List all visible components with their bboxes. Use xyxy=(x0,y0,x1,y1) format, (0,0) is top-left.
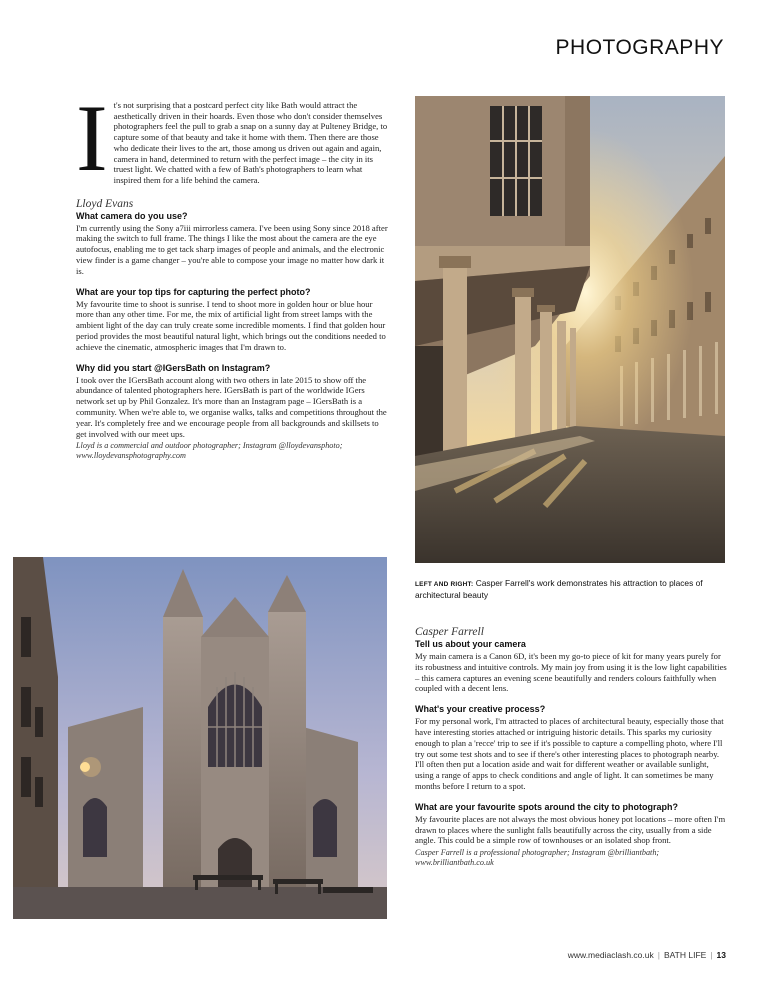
question-heading: What's your creative process? xyxy=(415,704,546,715)
colonnade-illustration xyxy=(415,96,725,563)
question-heading: What are your top tips for capturing the perfect photo? xyxy=(76,286,311,297)
answer-paragraph: For my personal work, I'm attracted to places of architectural beauty, especially those that have interesting stories attached or intriguing historic details. This sparks my curiosity enough to plan a 'recce' trip to see if it's possible to capture a compelling photo, where I'll try out some test shots and to see if there's other interesting places to photograph nearby. I'll often then put a location aside and wait for different weather or available sunlight, using a range of apps to check conditions and angle of light. It can sometimes be many months before I return to a spot. xyxy=(415,716,724,791)
footer-separator: | xyxy=(710,950,713,960)
intro-paragraph xyxy=(76,85,388,191)
drop-cap: I xyxy=(76,85,108,191)
colonnade-photo xyxy=(415,96,725,563)
question-heading: Why did you start @IGersBath on Instagram? xyxy=(76,362,271,373)
footer-magazine: BATH LIFE xyxy=(663,950,707,960)
question-heading: What are your favourite spots around the city to photograph? xyxy=(415,801,679,812)
answer-paragraph: My favourite time to shoot is sunrise. I tend to shoot more in golden hour or blue hour more than any other time. For me, the mix of artificial light from street lamps with the ambient light of the day can truly create some incredible moments. I find that golden hour period provides the most beautiful natural light, which brings out the conditions needed to achieve the cinematic, atmospheric images that I'm drawn to. xyxy=(76,298,386,352)
answer-paragraph: I'm currently using the Sony a7iii mirrorless camera. I've been using Sony since 2018 after making the switch to full frame. The things I like the most about the camera are the eye autofocus, enabling me to get tack sharp images of people and animals, and the electronic view finder is a game changer – you're able to compose your image no matter how dark it is. xyxy=(76,222,388,276)
answer-paragraph: I took over the IGersBath account along with two others in late 2015 to show off the abundance of talented photographers here. IGersBath is part of the worldwide IGers network set up by Phil Gonzalez. It's more than an Instagram page – IGersBath is a community. When we're able to, we organise walks, talks and competitions throughout the year. It's completely free and we encourage people from all backgrounds and skillsets to get involved with our meet ups. xyxy=(76,374,387,439)
question-heading: What camera do you use? xyxy=(76,210,188,221)
figure-caption xyxy=(415,578,715,601)
photographer-bio-casper: Casper Farrell is a professional photographer; Instagram @brilliantbath; www.brilliantbath.co.uk xyxy=(415,848,660,868)
right-column xyxy=(415,626,727,868)
answer-paragraph: My main camera is a Canon 6D, it's been my go-to piece of kit for many years purely for its robustness and intuitive controls. My main joy from using it is the low light capabilities – this camera captures an evening scene beautifully and renders colours faithfully when coupled with a decent lens. xyxy=(415,651,727,694)
photographer-name-casper: Casper Farrell xyxy=(415,626,484,638)
section-title: PHOTOGRAPHY xyxy=(555,36,724,59)
footer-separator: | xyxy=(657,950,660,960)
page-number: 13 xyxy=(716,950,726,960)
caption-lead: LEFT AND RIGHT: xyxy=(415,581,474,588)
photographer-name-lloyd: Lloyd Evans xyxy=(76,197,134,210)
intro-text: t's not surprising that a postcard perfect city like Bath would attract the aesthetically driven in their hoards. Even those who don't consider themselves photographers feel the pull to grab a snap on a sunny day at Pulteney Bridge, to capture some of that beauty and take it home with them. Then there are those who dedicate their lives to the art, those among us driven out again and again, camera in hand, determined to return with the perfect image – the city in its truest light. We chatted with a few of Bath's photographers to learn what inspired them for a life behind the camera. xyxy=(113,100,388,185)
question-heading: Tell us about your camera xyxy=(415,639,526,649)
answer-paragraph: My favourite places are not always the most obvious honey pot locations – more often I'm drawn to places where the sunlight falls beautifully across the city, usually from a side angle. This could be a simple row of townhouses or an isolated shop front. xyxy=(415,813,726,846)
caption-text: Casper Farrell's work demonstrates his attraction to places of architectural beauty xyxy=(415,578,703,601)
photographer-bio-lloyd: Lloyd is a commercial and outdoor photographer; Instagram @lloydevansphoto; www.lloydevansphotography.com xyxy=(76,441,343,461)
footer-site-link[interactable]: www.mediaclash.co.uk xyxy=(567,950,654,960)
bath-abbey-photo xyxy=(13,557,387,919)
page-footer xyxy=(568,950,726,960)
abbey-illustration xyxy=(13,557,387,919)
left-column xyxy=(76,85,388,461)
